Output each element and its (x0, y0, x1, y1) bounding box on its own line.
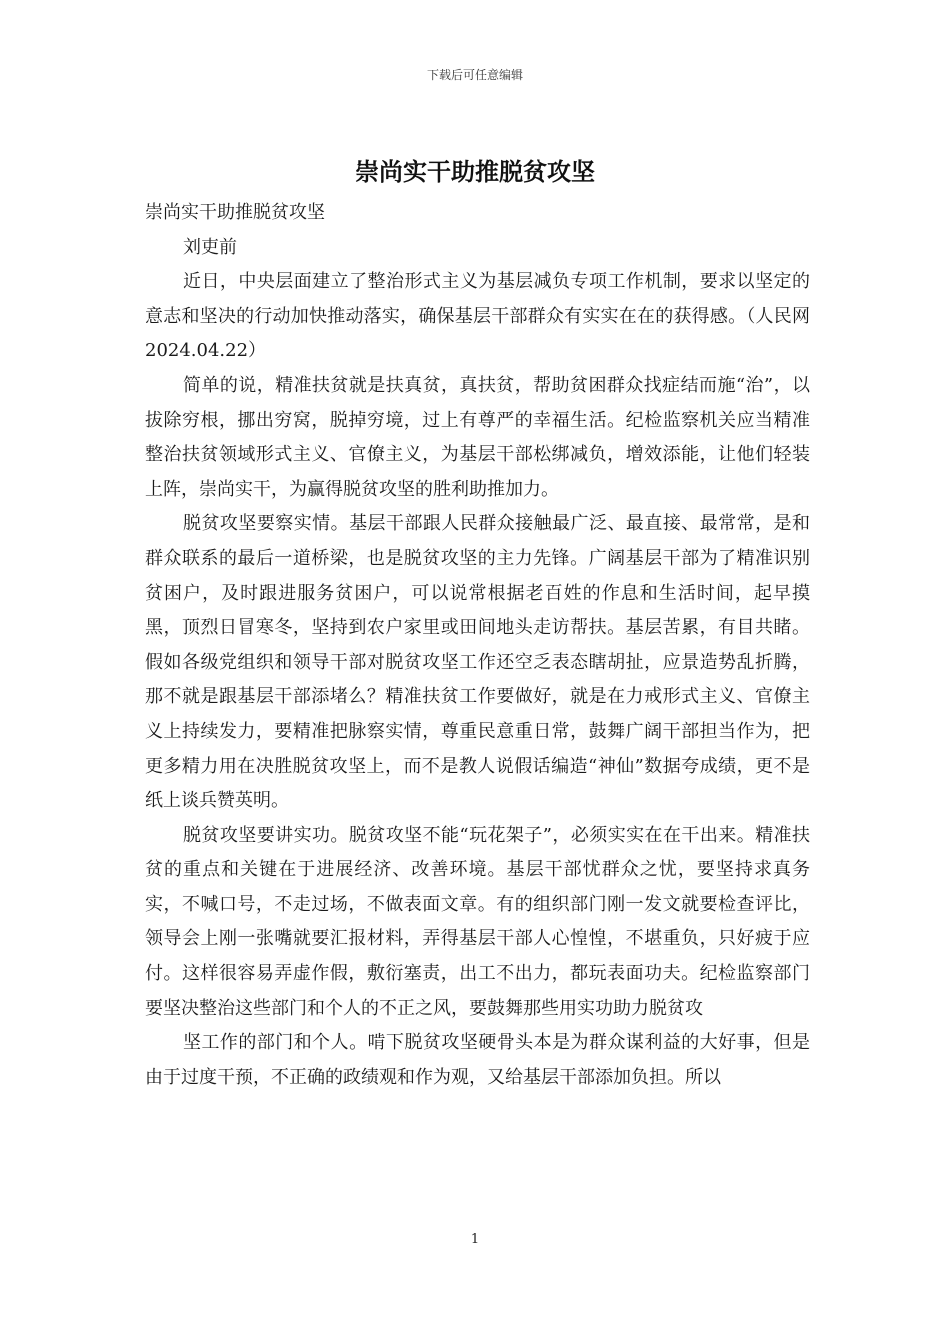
document-title: 崇尚实干助推脱贫攻坚 (355, 157, 595, 186)
document-body (145, 196, 810, 1095)
page-number: 1 (470, 1232, 480, 1247)
document-subtitle: 崇尚实干助推脱贫攻坚 (145, 202, 325, 223)
author-name: 刘吏前 (183, 236, 237, 258)
paragraph-3: 脱贫攻坚要察实情。基层干部跟人民群众接触最广泛、最直接、最常常，是和群众联系的最后一道桥梁，也是脱贫攻坚的主力先锋。广阔基层干部为了精准识别贫困户，及时跟进服务贫困户，可以说常根据老百姓的作息和生活时间，起早摸黑，顶烈日冒寒冬，坚持到农户家里或田间地头走访帮扶。基层苦累，有目共睹。假如各级党组织和领导干部对脱贫攻坚工作还空乏表态瞎胡扯，应景造势乱折腾，那不就是跟基层干部添堵么？精准扶贫工作要做好，就是在力戒形式主义、官僚主义上持续发力，要精准把脉察实情，尊重民意重日常，鼓舞广阔干部担当作为，把更多精力用在决胜脱贫攻坚上，而不是教人说假话编造“神仙”数据夸成绩，更不是纸上谈兵赞英明。 (145, 513, 810, 812)
paragraph-2: 简单的说，精准扶贫就是扶真贫，真扶贫，帮助贫困群众找症结而施“治”，以拔除穷根，挪出穷窝，脱掉穷境，过上有尊严的幸福生活。纪检监察机关应当精准整治扶贫领域形式主义、官僚主义，为基层干部松绑减负，增效添能，让他们轻装上阵，崇尚实干，为赢得脱贫攻坚的胜利助推加力。 (145, 374, 810, 500)
header-note: 下载后可任意编辑 (426, 68, 523, 82)
paragraph-4: 脱贫攻坚要讲实功。脱贫攻坚不能“玩花架子”，必须实实在在干出来。精准扶贫的重点和关键在于进展经济、改善环境。基层干部忧群众之忧，要坚持求真务实，不喊口号，不走过场，不做表面文章。有的组织部门刚一发文就要检查评比，领导会上刚一张嘴就要汇报材料，弄得基层干部人心惶惶，不堪重负，只好疲于应付。这样很容易弄虚作假，敷衍塞责，出工不出力，都玩表面功夫。纪检监察部门要坚决整治这些部门和个人的不正之风，要鼓舞那些用实功助力脱贫攻 (145, 824, 810, 1019)
paragraph-5: 坚工作的部门和个人。啃下脱贫攻坚硬骨头本是为群众谋利益的大好事，但是由于过度干预，不正确的政绩观和作为观，又给基层干部添加负担。所以 (145, 1032, 810, 1088)
paragraph-1: 近日，中央层面建立了整治形式主义为基层减负专项工作机制，要求以坚定的意志和坚决的行动加快推动落实，确保基层干部群众有实实在在的获得感。（人民网2024.04.22） (145, 271, 810, 362)
